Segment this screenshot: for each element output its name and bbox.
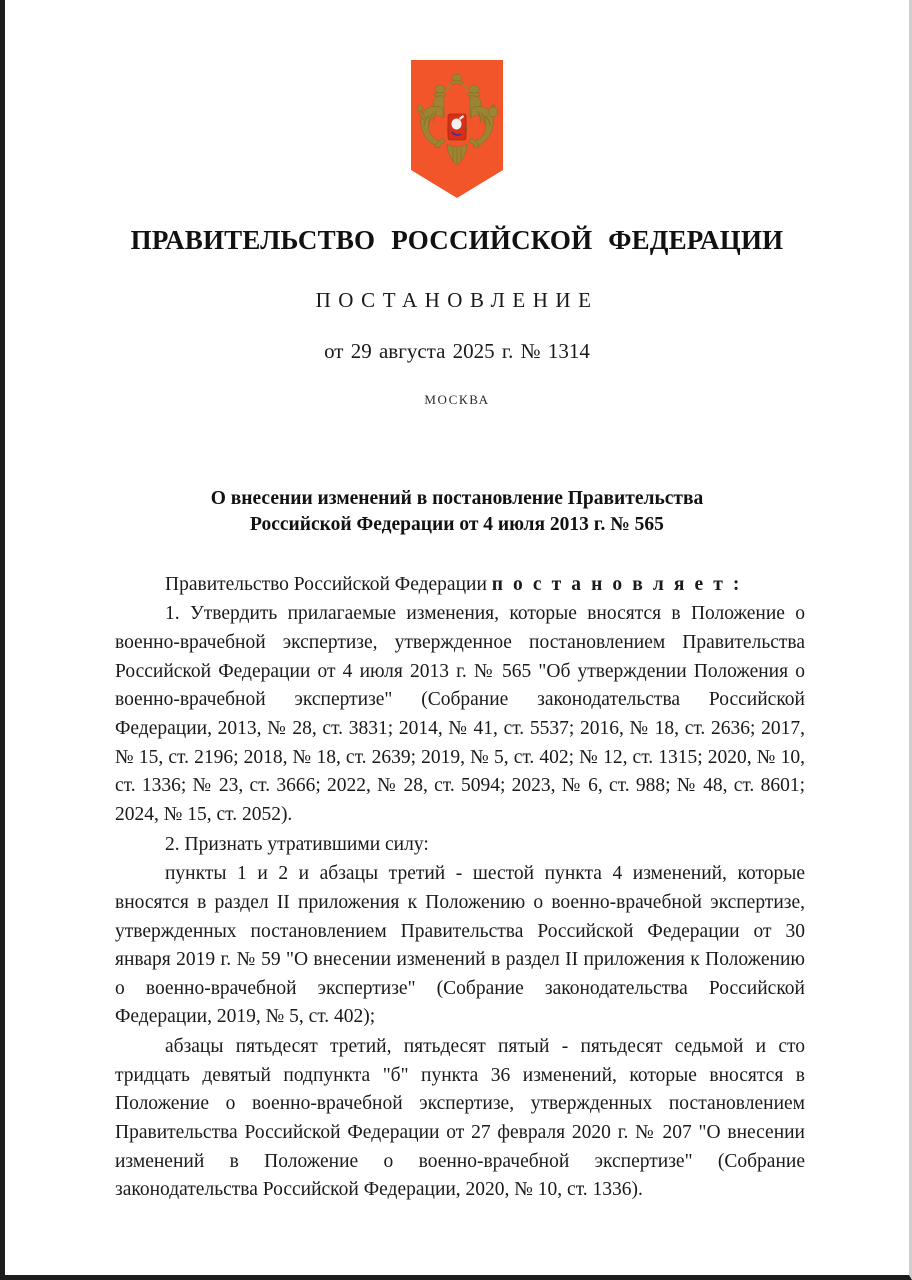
document-type-heading: ПОСТАНОВЛЕНИЕ: [315, 288, 599, 312]
document-subject-line-2: Российской Федерации от 4 июля 2013 г. № 565: [250, 514, 664, 536]
paragraph-item-2-sub-1: пункты 1 и 2 и абзацы третий - шестой пункта 4 изменений, которые вносятся в раздел II приложения к Положению о военно-врачебной экспертизе, утвержденных постановлением Правительства Российской Федерации от 30 января 2019 г. № 59 "О внесении изменений в раздел II приложения к Положению о военно-врачебной экспертизе" (Собрание законодательства Российской Федерации, 2019, № 5, ст. 402);: [115, 863, 805, 1028]
document-subject: [147, 486, 767, 539]
organization-title: ПРАВИТЕЛЬСТВО РОССИЙСКОЙ ФЕДЕРАЦИИ: [130, 225, 784, 255]
document-page-content: [5, 0, 909, 1275]
paragraph-item-1: 1. Утвердить прилагаемые изменения, которые вносятся в Положение о военно-врачебной экспертизе, утвержденное постановлением Правительства Российской Федерации от 4 июля 2013 г. № 565 "Об утверждении Положения о военно-врачебной экспертизе" (Собрание законодательства Российской Федерации, 2013, № 28, ст. 3831; 2014, № 41, ст. 5537; 2016, № 18, ст. 2636; 2017, № 15, ст. 2196; 2018, № 18, ст. 2639; 2019, № 5, ст. 402; № 12, ст. 1315; 2020, № 10, ст. 1336; № 23, ст. 3666; 2022, № 28, ст. 5094; 2023, № 6, ст. 988; № 48, ст. 8601; 2024, № 15, ст. 2052).: [115, 603, 805, 825]
russian-coat-of-arms-icon: [407, 58, 507, 200]
document-body: [5, 571, 909, 1205]
document-date-number: от 29 августа 2025 г. № 1314: [324, 339, 590, 363]
document-subject-line-1: О внесении изменений в постановление Правительства: [210, 488, 704, 509]
preamble-verb: п о с т а н о в л я е т :: [491, 573, 742, 595]
preamble-text: Правительство Российской Федерации: [165, 573, 492, 595]
emblem-container: [5, 0, 909, 200]
paragraph-item-2-sub-2: абзацы пятьдесят третий, пятьдесят пятый - пятьдесят седьмой и сто тридцать девятый подпункта "б" пункта 36 изменений, которые вносятся в Положение о военно-врачебной экспертизе, утвержденных постановлением Правительства Российской Федерации от 27 февраля 2020 г. № 207 "О внесении изменений в Положение о военно-врачебной экспертизе" (Собрание законодательства Российской Федерации, 2020, № 10, ст. 1336).: [115, 1036, 805, 1201]
document-city: МОСКВА: [424, 392, 490, 407]
paragraph-item-2: 2. Признать утратившими силу:: [165, 833, 429, 855]
paragraph-preamble: [115, 571, 805, 600]
